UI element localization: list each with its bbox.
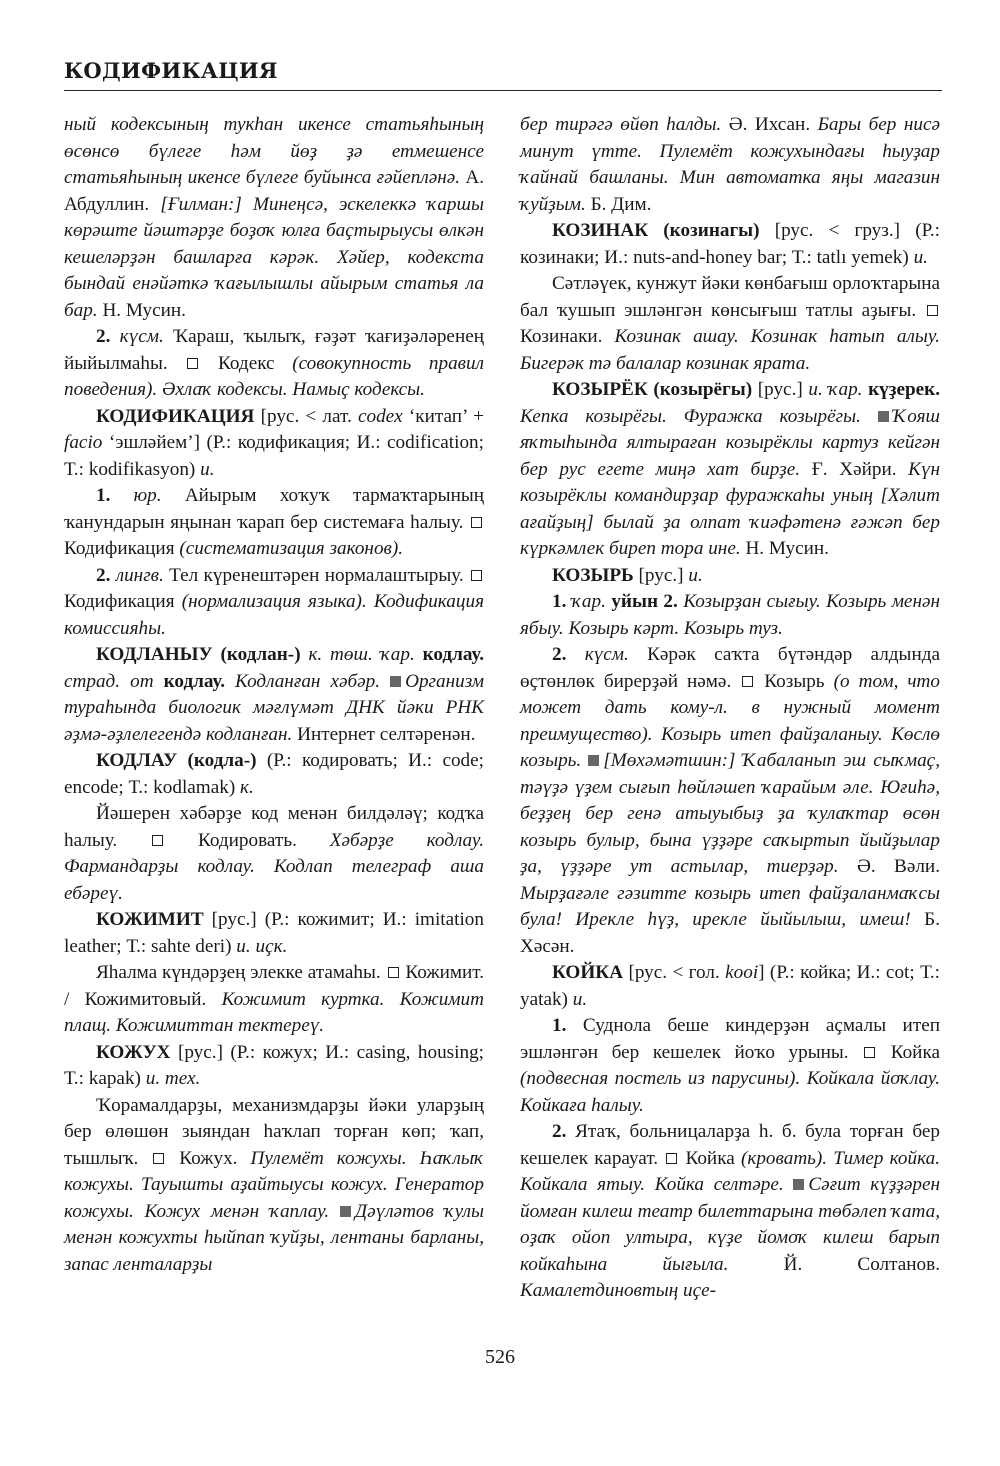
dictionary-paragraph: [64, 801, 484, 907]
italic-text: Кодланған хәбәр.: [225, 670, 391, 692]
page-number: 526: [485, 1346, 515, 1368]
body-text: А. Абдуллин.: [64, 167, 484, 215]
body-text: Койка: [679, 1147, 741, 1169]
italic-text: Кепка козырёгы. Фуражка козырёгы.: [520, 405, 878, 427]
headword-text: КОДЛАУ (кодла-): [96, 750, 257, 771]
body-text: [рус.] (Р.: кожух; И.: casing, housing; Т.: kapak): [64, 1041, 484, 1089]
headword-text: КОЙКА: [552, 962, 624, 983]
dictionary-paragraph: [520, 642, 940, 960]
dictionary-paragraph: [64, 324, 484, 404]
right-column: [520, 112, 940, 1305]
italic-text: Кожимит куртка. Кожимит плащ. Кожимиттан тектереү.: [64, 988, 484, 1036]
translation-marker-icon: [927, 305, 938, 316]
dictionary-paragraph: [520, 112, 940, 218]
dictionary-paragraph: [520, 589, 940, 642]
body-text: Й. Солтанов.: [783, 1253, 940, 1275]
italic-text: к. төш. ҡар.: [300, 644, 423, 665]
italic-text: Камалетдиновтың иҫе-: [520, 1280, 717, 1301]
italic-text: Бары бер нисә минут үтте. Пулемёт кожухындағы һыуҙар ҡайнай башланы. Мин автоматка яңы магазин ҡуйҙым.: [520, 114, 941, 215]
body-text: Кожимит. / Кожимитовый.: [64, 962, 484, 1010]
body-text: Ҡорамалдарҙы, механизмдарҙы йәки уларҙың бер өлөшөн зыяндан һаҡлап торған көп; ҡап, тышлыҡ.: [64, 1094, 484, 1169]
italic-text: к.: [240, 776, 254, 798]
dictionary-paragraph: [64, 907, 484, 960]
italic-text: Пулемёт кожухы. Һаҡлыҡ кожухы. Тауышты аҙайтыусы кожух. Генератор кожухы. Кожух менән ҡаплау.: [64, 1147, 484, 1222]
body-text: ‘китап’ +: [402, 405, 484, 427]
dictionary-paragraph: [64, 960, 484, 1040]
italic-text: (систематизация законов).: [179, 538, 404, 559]
headword-text: КОЗЫРЁК (козырёгы): [552, 379, 753, 400]
italic-text: ный кодексының тукһан икенсе статьяһының өсөнсө бүлеге һәм йөҙ ҙә етмешенсе статьяһының икенсе бүлеге буйынса ғәйепләнә.: [64, 114, 484, 188]
italic-text: и. ҡар.: [808, 379, 869, 400]
dictionary-paragraph: [520, 563, 940, 590]
body-text: Суднола беше киндерҙән аҫмалы итеп эшләнгән бер кешелек йоҡо урыны.: [520, 1015, 940, 1063]
citation-marker-icon: [588, 755, 599, 766]
body-text: [рус.]: [752, 379, 809, 400]
body-text: Яһалма күндәрҙең элекке атамаһы.: [96, 962, 386, 983]
body-text: Айырым хоҡуҡ тармаҡтарының ҡанундарын яңынан ҡарап бер системаға һалыу.: [64, 485, 485, 533]
body-text: Козинаки.: [520, 326, 615, 347]
headword-text: 2.: [96, 564, 116, 586]
italic-text: и.: [688, 564, 703, 586]
dictionary-paragraph: [520, 218, 940, 271]
body-text: Козырь: [755, 670, 834, 692]
headword-text: 1.: [552, 1015, 583, 1036]
dictionary-paragraph: [64, 1040, 484, 1093]
headword-text: 1.: [96, 485, 134, 506]
italic-text: бер тирәгә өйөп һалды.: [520, 114, 729, 135]
dictionary-paragraph: [64, 112, 484, 324]
headword-text: кодлау.: [422, 644, 484, 665]
headword-text: КОЗИНАК (козинагы): [552, 220, 760, 241]
body-text: Интернет селтәренән.: [297, 723, 476, 745]
headword-text: күҙерек.: [868, 379, 941, 400]
running-head: КОДИФИКАЦИЯ: [64, 58, 278, 83]
italic-text: күсм.: [119, 326, 173, 347]
italic-text: Козырҙан сығыу. Козырь менән ябыу. Козырь кәрт. Козырь туз.: [520, 591, 941, 639]
headword-text: кодлау.: [163, 670, 226, 692]
translation-marker-icon: [153, 1153, 164, 1164]
body-text: [рус. < груз.] (Р.: козинаки; И.: nuts-and-honey bar; Т.: tatlı yemek): [520, 220, 940, 268]
dictionary-paragraph: [520, 960, 940, 1013]
translation-marker-icon: [471, 517, 482, 528]
dictionary-paragraph: [64, 748, 484, 801]
body-text: Н. Мусин.: [102, 299, 186, 321]
body-text: Б. Хәсән.: [520, 909, 940, 957]
headword-text: уйын 2.: [611, 591, 678, 612]
dictionary-paragraph: [64, 483, 484, 563]
headword-text: КОЖИМИТ: [96, 909, 204, 930]
body-text: ‘эшләйем’] (Р.: кодификация; И.: codification; Т.: kodifikasyon): [64, 432, 484, 480]
citation-marker-icon: [793, 1179, 804, 1190]
citation-marker-icon: [340, 1206, 351, 1217]
italic-text: күсм.: [584, 644, 648, 665]
dictionary-paragraph: [520, 1119, 940, 1305]
body-text: Сәтләүек, кунжут йәки көнбағыш орлоҡтарына бал ҡушып эшләнгән көнсығыш татлы аҙығы.: [520, 273, 940, 321]
italic-text: Хәбәрҙе кодлау. Фармандарҙы кодлау. Кодлап телеграф аша ебәреү.: [64, 829, 484, 904]
translation-marker-icon: [742, 676, 753, 687]
italic-text: Сәғит күҙҙәрен йомған килеш театр билеттарына төбәлеп ҡата, оҙаҡ ойоп ултыра, күҙе йомоҡ килеш барып койкаһына йығыла.: [520, 1174, 940, 1275]
italic-text: (кровать). Тимер койка. Койкала ятыу. Койка селтәре.: [520, 1147, 940, 1195]
headword-text: КОЗЫРЬ: [552, 564, 634, 586]
italic-text: и. тех.: [145, 1068, 201, 1089]
italic-text: юр.: [133, 485, 185, 506]
dictionary-paragraph: [520, 377, 940, 563]
citation-marker-icon: [878, 411, 889, 422]
italic-text: Организм тураһында биологик мәғлүмәт ДНК йәки РНК әҙмә-әҙлелегендә кодланған.: [64, 670, 485, 745]
translation-marker-icon: [864, 1047, 875, 1058]
body-text: [рус.]: [633, 564, 689, 586]
body-text: [рус.] (Р.: кожимит; И.: imitation leather; Т.: sahte deri): [64, 909, 484, 957]
italic-text: kooi: [725, 962, 759, 983]
body-text: Койка: [877, 1041, 940, 1063]
dictionary-paragraph: [520, 1013, 940, 1119]
italic-text: (о том, что может дать кому-л. в нужный момент преимущество). Козырь итеп файҙаланыу. Көслө козырь.: [520, 670, 940, 771]
body-text: [рус. < лат.: [254, 405, 358, 427]
headword-text: 2.: [552, 644, 585, 665]
body-text: Йәшерен хәбәрҙе код менән билдәләү; кодҡа һалыу.: [64, 803, 484, 851]
italic-text: (нормализация языка). Кодификация комиссияһы.: [64, 591, 484, 639]
dictionary-paragraph: [64, 642, 484, 748]
citation-marker-icon: [390, 676, 401, 687]
italic-text: и.: [200, 458, 215, 480]
dictionary-paragraph: [64, 404, 484, 484]
body-text: Ҡараш, ҡылыҡ, ғәҙәт ҡағиҙәләренең йыйылмаһы.: [64, 326, 484, 374]
translation-marker-icon: [388, 967, 399, 978]
headword-text: 2.: [96, 326, 120, 347]
italic-text: Козинак ашау. Козинак һатып алыу. Бигерәк тә балалар козинак ярата.: [520, 326, 940, 374]
body-text: Кодировать.: [165, 829, 330, 851]
translation-marker-icon: [187, 358, 198, 369]
body-text: Кодификация: [64, 591, 182, 612]
body-text: [рус. < гол.: [623, 962, 726, 983]
translation-marker-icon: [152, 835, 163, 846]
italic-text: [Ғилман:] Минеңсә, эскелеккә ҡаршы көрәште йәштәрҙе боҙоҡ юлға баҫтырыусы өлкән кешеләрҙән башларға кәрәк. Хәйер, кодекста бындай енәйәткә ҡағылышлы айырым статья ла бар.: [64, 193, 484, 321]
dictionary-paragraph: [520, 271, 940, 377]
italic-text: ҡар.: [571, 591, 612, 612]
italic-text: (подвесная постель из парусины). Койкала йоҡлау. Койкаға һалыу.: [520, 1068, 940, 1116]
headword-text: 2.: [552, 1121, 576, 1142]
headword-text: КОДИФИКАЦИЯ: [96, 405, 255, 427]
headword-text: 1.: [552, 591, 572, 612]
body-text: Н. Мусин.: [745, 538, 829, 559]
body-text: Б. Дим.: [590, 193, 652, 215]
italic-text: facio: [64, 432, 103, 453]
body-text: (Р.: кодировать; И.: code; encode; Т.: kodlamak): [64, 750, 484, 798]
italic-text: [Мөхәмәтшин:] Ҡабаланып эш сыҡмаҫ, тәүҙә үҙем сығып һөйләшеп ҡарайым әле. Юғиһә, беҙҙең бер генә атыуыбыҙ ҙа ҡулаҡтар өсөн козырь булыр, бына үҙҙәре саҡыртып йыйҙылар ҙа, үҙҙәре ут астылар, тиерҙәр.: [520, 750, 940, 877]
body-text: Ә. Вәли.: [856, 856, 940, 877]
italic-text: Мырҙағәле гәзитте козырь итеп файҙаланмаҡсы була! Ирекле һүҙ, ирекле йыйылыш, имеш!: [520, 882, 940, 930]
body-text: Кожух.: [166, 1147, 251, 1169]
body-text: ] (Р.: койка; И.: cot; Т.: yatak): [520, 962, 940, 1010]
italic-text: и. иҫк.: [236, 935, 288, 957]
body-text: Ә. Ихсан.: [728, 114, 818, 135]
body-text: Тел күренештәрен нормалаштырыу.: [169, 564, 470, 586]
italic-text: и.: [913, 246, 928, 268]
italic-text: (совокупность правил поведения). Әхлаҡ кодексы. Намыҫ кодексы.: [64, 352, 484, 400]
translation-marker-icon: [471, 570, 482, 581]
italic-text: Дәүләтов ҡулы менән кожухты һыйпап ҡуйҙы, лентаны барланы, запас ленталарҙы: [64, 1200, 485, 1275]
dictionary-paragraph: [64, 563, 484, 643]
italic-text: лингв.: [115, 564, 170, 586]
dictionary-paragraph: [64, 1093, 484, 1279]
body-text: Ятаҡ, больницаларҙа һ. б. була торған бер кешелек карауат.: [520, 1121, 940, 1169]
body-text: Кәрәк саҡта бүтәндәр алдында өҫтөнлөк бирерҙәй нәмә.: [520, 644, 940, 692]
italic-text: и.: [572, 988, 588, 1010]
italic-text: Ҡояш яҡтыһында ялтыраған козырёклы картуз кейгән бер рус егете миңә хат бирҙе.: [520, 405, 940, 480]
body-text: Кодекс: [200, 352, 293, 374]
headword-text: КОДЛАНЫУ (кодлан-): [96, 644, 301, 665]
italic-text: страд. от: [64, 670, 164, 692]
italic-text: codex: [357, 405, 403, 427]
translation-marker-icon: [666, 1153, 677, 1164]
body-text: Кодификация: [64, 538, 180, 559]
headword-text: КОЖУХ: [96, 1041, 171, 1063]
left-column: [64, 112, 484, 1278]
header-rule: [64, 90, 942, 91]
italic-text: Күн козырёклы командирҙар фуражкаһы уның [Хәлит ағайҙың] былай ҙа олпат ҡиәфәтенә ғәжәп бер күркәмлек биреп тора ине.: [520, 458, 940, 559]
body-text: Ғ. Хәйри.: [811, 458, 909, 480]
